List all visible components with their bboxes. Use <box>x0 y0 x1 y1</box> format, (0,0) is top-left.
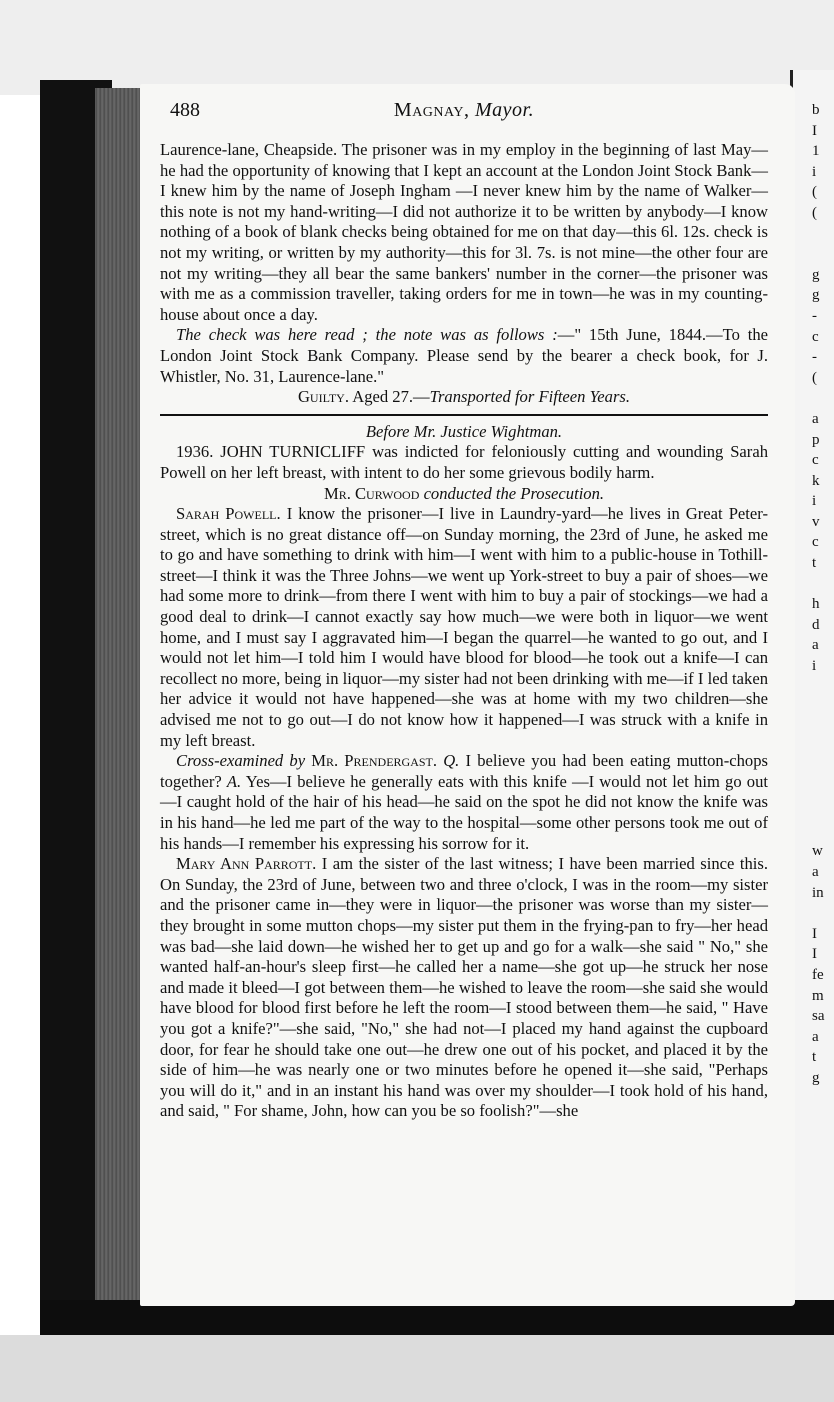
running-head-name: Magnay, <box>393 99 470 121</box>
facing-page-fragment: v <box>812 513 820 530</box>
page-number: 488 <box>170 99 200 121</box>
witness-testimony: I am the sister of the last witness; I have been married since this. On Sunday, the 23rd of June, between two and three o'clock, I was in the room—my sister and the prisoner came in—they were in liquor—the prisoner was worse than my sister—they brought in some mutton chops—my sister put them in the frying-pan to fry—her head was bad—she laid down—he wished her to get up and go for a walk—she said " No," she wanted half-an-hour's sleep first—he called her a name—she got up—he struck her nose and made it bleed—I got between them—he wished to leave the room—she said she would have blood for blood first before he left the room—I stood between them—he said, " Have you got a knife?"—she said, "No," she had not—I placed my hand against the cupboard door, for fear he should take one out—he drew one out of his pocket, and placed it by the side of him—he was nearly one or two minutes before he opened it—she said, "Perhaps you will do it," and in an instant his hand was over my shoulder—I took hold of his hand, and said, " For shame, John, how can you be so foolish?"—she <box>160 854 768 1121</box>
facing-page-fragment: I <box>812 925 817 942</box>
witness-sarah-powell <box>160 504 768 751</box>
page-header <box>160 100 768 128</box>
question-marker: Q. <box>443 751 460 771</box>
facing-page-fragment: w <box>812 843 823 860</box>
prosecution-line <box>160 484 768 505</box>
prosecution-text: conducted the Prosecution. <box>423 483 605 503</box>
testimony-paragraph: Laurence-lane, Cheapside. The prisoner was in my employ in the beginning of last May—he had the opportunity of knowing that I kept an account at the London Joint Stock Bank—I knew him by the name of Joseph Ingham —I never knew him by the name of Walker—this note is not my hand-writing—I did not authorize it to be written by anybody—I know nothing of a book of blank checks being obtained for me on that day—this 6l. 12s. check is not my writing, or written by my authority—this for 3l. 7s. is not mine—the other four are not my writing—they all bear the same bankers' number in the corner—the prisoner was with me as a commission traveller, taking orders for me in town—he was in my counting-house about once a day. <box>160 140 768 324</box>
book-bottom-shadow <box>40 1300 834 1340</box>
facing-page-fragment <box>812 821 834 842</box>
facing-page-fragment: ( <box>812 184 817 201</box>
cross-label: Cross-examined by <box>176 751 306 771</box>
prosecution-name: Mr. Curwood <box>323 483 420 503</box>
facing-page-fragment: - <box>812 307 817 324</box>
facing-page-fragment: 1 <box>812 143 820 160</box>
check-note-paragraph <box>160 325 768 387</box>
verdict-label: Guilty. <box>297 387 349 407</box>
facing-page-fragment: a <box>812 1028 819 1045</box>
facing-page-fragment: d <box>812 616 820 633</box>
verdict-line <box>160 387 768 408</box>
facing-page-fragment: t <box>812 1049 817 1066</box>
facing-page-fragment: I <box>812 122 817 139</box>
verdict-age: Aged 27.— <box>352 387 430 407</box>
running-head <box>160 100 768 121</box>
facing-page-fragment <box>812 800 834 821</box>
facing-page-fragment <box>812 574 834 595</box>
facing-page-fragment: b <box>812 102 820 118</box>
witness-name: Sarah Powell. <box>176 504 281 524</box>
cross-examination <box>160 751 768 854</box>
facing-page-fragment <box>812 697 834 718</box>
facing-page-fragment: c <box>812 328 819 345</box>
facing-page-fragment <box>812 388 834 409</box>
running-head-title: Mayor. <box>474 99 535 121</box>
facing-page-fragment: a <box>812 637 819 654</box>
facing-page-text-fragments <box>812 100 834 1089</box>
facing-page-fragment <box>812 224 834 245</box>
page-content <box>160 100 768 1122</box>
facing-page-fragment <box>812 718 834 739</box>
facing-page-fragment: g <box>812 287 820 304</box>
facing-page-fragment: ( <box>812 369 817 386</box>
facing-page-fragment: fe <box>812 966 824 983</box>
question-text: I believe you had been eating mutton-chops together? <box>160 751 768 791</box>
facing-page-fragment: ( <box>812 204 817 221</box>
facing-page-fragment: c <box>812 452 819 469</box>
check-note-italic: The check was here read ; the note was as follows : <box>176 325 558 345</box>
facing-page-fragment <box>812 738 834 759</box>
witness-name: Mary Ann Parrott. <box>176 854 317 874</box>
facing-page-fragment: t <box>812 555 817 572</box>
answer-marker: A. <box>226 771 242 791</box>
facing-page-fragment: a <box>812 410 819 427</box>
facing-page-fragment: i <box>812 163 817 180</box>
facing-page-fragment: - <box>812 349 817 366</box>
judge-heading <box>160 422 768 443</box>
facing-page-fragment: k <box>812 472 820 489</box>
verdict-sentence: Transported for Fifteen Years. <box>429 387 631 407</box>
cross-examiner-name: Mr. Prendergast. <box>311 751 438 771</box>
facing-page-fragment <box>812 677 834 698</box>
witness-testimony: I know the prisoner—I live in Laundry-yard—he lives in Great Peter-street, which is no great distance off—on Sunday morning, the 23rd of June, he asked me to go and have something to drink with him—I went with him to a public-house in Tothill-street—I think it was the Three Johns—we went up York-street to buy a pair of shoes—we had some more to drink—from there I went with him to buy a pair of stockings—we had a good deal to drink—I cannot exactly say how much—we were both in liquor—we went home, and I must say I aggravated him—I began the quarrel—he wanted to go out, and I would not let him—I told him I would have blood for blood—he took out a knife—I can recollect no more, being in liquor—my sister had not been drinking with me—if I led taken her advice it would not have happened—she was at home with my two children—she advised me not to go out—I do not know how it happened—I was struck with a knife in my left breast. <box>160 504 768 750</box>
answer-text: Yes—I believe he generally eats with this knife —I would not let him go out—I caught hold of the hair of his head—he said on the spot he did not know the knife was in his hand—he led me part of the way to the hospital—some other persons took me out of his hands—I remember his expressing his sorrow for it. <box>160 771 768 853</box>
facing-page-fragment <box>812 759 834 780</box>
facing-page-fragment <box>812 903 834 924</box>
facing-page-fragment: g <box>812 266 820 283</box>
facing-page-fragment <box>812 780 834 801</box>
facing-page-fragment: c <box>812 534 819 551</box>
facing-page-fragment: h <box>812 596 820 613</box>
case-indictment: 1936. JOHN TURNICLIFF was indicted for feloniously cutting and wounding Sarah Powell on her left breast, with intent to do her some grievous bodily harm. <box>160 442 768 482</box>
facing-page-fragment: in <box>812 884 824 901</box>
scan-bottom-background <box>0 1335 834 1402</box>
judge-heading-text: Before Mr. Justice Wightman. <box>365 421 563 441</box>
scan-top-background <box>0 0 834 95</box>
facing-page-fragment: a <box>812 863 819 880</box>
check-note-text: —" 15th June, 1844.—To the London Joint Stock Bank Company. Please send by the bearer a check book, for J. Whistler, No. 31, Laurence-lane." <box>160 325 768 386</box>
facing-page-fragment: p <box>812 431 820 448</box>
facing-page-fragment: i <box>812 493 817 510</box>
witness-mary-ann-parrott <box>160 854 768 1122</box>
facing-page-fragment: I <box>812 946 817 963</box>
facing-page-fragment: sa <box>812 1008 825 1025</box>
section-divider <box>160 414 768 416</box>
facing-page-fragment: m <box>812 987 824 1004</box>
facing-page-fragment: g <box>812 1069 820 1086</box>
facing-page-fragment <box>812 244 834 265</box>
facing-page-fragment: i <box>812 658 817 675</box>
